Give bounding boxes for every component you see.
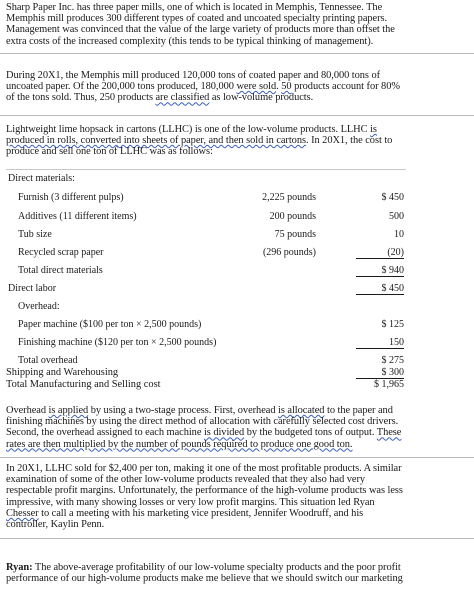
llhc-paragraph — [6, 124, 468, 158]
text-run: uncoated paper. Of the 200,000 tons produced, 180,000 — [6, 81, 237, 93]
production-paragraph — [6, 70, 468, 104]
text-run: of the tons sold. Thus, 250 products — [6, 92, 156, 104]
section-divider — [0, 457, 474, 458]
row-label: Recycled scrap paper — [18, 247, 104, 258]
section-divider — [0, 538, 474, 539]
text-line: Management was convinced that the value of the large variety of products more than offset the — [6, 24, 395, 36]
text-line — [6, 81, 468, 92]
text-line — [6, 427, 468, 438]
text-line — [6, 135, 468, 146]
row-label: Direct materials: — [8, 173, 75, 184]
table-row — [6, 337, 468, 350]
grammar-flag: These — [376, 427, 402, 439]
profitability-paragraph — [6, 463, 468, 530]
text-run: by using a two-stage process. First, overhead — [88, 405, 279, 416]
text-run: to call a meeting with his marketing vice president, Jennifer Woodruff, and his — [38, 507, 364, 519]
grammar-flag: rates are then multiplied by the number of pounds required to produce one good ton. — [6, 438, 353, 450]
row-amount: $ 450 — [381, 192, 404, 203]
text-run: Lightweight lime hopsack in cartons (LLHC) is one of the low-volume products. LLHC — [6, 124, 371, 135]
table-row — [6, 301, 468, 314]
row-label: Overhead: — [18, 301, 60, 312]
table-row — [6, 379, 468, 392]
overhead-paragraph — [6, 405, 468, 450]
text-run: . In 20X1, the cost to — [305, 135, 393, 147]
grammar-flag: is applied — [48, 405, 89, 416]
text-line — [6, 92, 468, 103]
row-amount: 500 — [389, 211, 404, 222]
dialogue-paragraph — [6, 562, 468, 584]
row-amount: $ 275 — [381, 355, 404, 366]
text-line — [6, 124, 468, 135]
row-amount: 150 — [356, 337, 404, 349]
text-run: products account for 80% — [291, 81, 400, 93]
table-top-border — [6, 169, 406, 170]
table-row — [6, 247, 468, 260]
text-run: . — [276, 81, 282, 93]
text-line: impressive, with many showing losses or very low profit margins. This situation led Ryan — [6, 496, 375, 508]
text-line: extra costs of the increased complexity (this tends to be typical thinking of management). — [6, 35, 374, 47]
row-label: Additives (11 different items) — [18, 211, 137, 222]
row-amount: 10 — [394, 229, 404, 240]
text-line: examination of some of the other low-volume products revealed that they also had very — [6, 474, 366, 486]
grammar-flag: produced in rolls, converted into sheets of paper, and then sold in cartons — [6, 135, 306, 147]
row-quantity: 75 pounds — [274, 229, 316, 240]
row-amount: $ 1,965 — [374, 379, 404, 390]
row-label: Finishing machine ($120 per ton × 2,500 pounds) — [18, 337, 217, 348]
text-line: finishing machines by using the direct method of allocation with carefully selected cost drivers. — [6, 416, 399, 428]
row-amount: $ 300 — [356, 367, 404, 379]
text-line: During 20X1, the Memphis mill produced 120,000 tons of coated paper and 80,000 tons of — [6, 70, 381, 81]
text-line: In 20X1, LLHC sold for $2,400 per ton, making it one of the most profitable products. A similar — [6, 463, 402, 474]
text-line — [6, 405, 468, 416]
text-run: to the paper and — [324, 405, 393, 416]
text-run: Overhead — [6, 405, 49, 416]
row-label: Total Manufacturing and Selling cost — [6, 379, 161, 390]
row-quantity: (296 pounds) — [262, 247, 316, 258]
text-run: Second, the overhead assigned to each machine — [6, 427, 204, 439]
row-amount: $ 125 — [381, 319, 404, 330]
row-label: Furnish (3 different pulps) — [18, 192, 124, 203]
text-line — [6, 439, 468, 450]
table-row — [6, 211, 468, 224]
grammar-flag: is divided — [203, 427, 245, 439]
grammar-flag: were sold — [236, 81, 277, 93]
intro-paragraph — [6, 2, 468, 47]
text-run: as low-volume products. — [209, 92, 314, 104]
text-run: by the budgeted tons of output. — [244, 427, 377, 439]
row-label: Tub size — [18, 229, 52, 240]
text-line: performance of our high-volume products make me believe that we should switch our marketing — [6, 573, 403, 585]
text-line: produce and sell one ton of LLHC was as follows: — [6, 146, 213, 158]
row-amount: $ 940 — [356, 265, 404, 277]
grammar-flag: Chesser — [6, 507, 39, 519]
text-line — [6, 508, 468, 519]
table-row — [6, 229, 468, 242]
text-line: respectable profit margins. Unfortunately, the performance of the high-volume products was less — [6, 485, 403, 497]
text-line — [6, 562, 468, 573]
row-label: Direct labor — [8, 283, 57, 294]
table-row — [6, 319, 468, 332]
table-row — [6, 265, 468, 278]
row-label: Total overhead — [18, 355, 78, 366]
grammar-flag: are classified — [155, 92, 210, 104]
row-quantity: 200 pounds — [269, 211, 316, 222]
grammar-flag: 50 — [281, 81, 292, 93]
row-amount: (20) — [356, 247, 404, 259]
table-row — [6, 192, 468, 205]
text-line: controller, Kaylin Penn. — [6, 519, 105, 531]
section-divider — [0, 115, 474, 116]
row-label: Shipping and Warehousing — [6, 367, 119, 378]
table-row — [6, 283, 468, 296]
grammar-flag: is — [370, 124, 377, 135]
table-row — [6, 173, 468, 186]
speaker-name: Ryan: — [6, 562, 33, 573]
text-line: Sharp Paper Inc. has three paper mills, one of which is located in Memphis, Tennessee. The — [6, 2, 383, 13]
grammar-flag: is allocated — [278, 405, 325, 416]
row-label: Total direct materials — [18, 265, 103, 276]
text-line: Memphis mill produces 300 different types of coated and uncoated specialty printing papers. — [6, 13, 388, 25]
text-run: The above-average profitability of our low-volume specialty products and the poor profit — [32, 562, 401, 573]
row-label: Paper machine ($100 per ton × 2,500 pounds) — [18, 319, 202, 330]
row-amount: $ 450 — [356, 283, 404, 295]
section-divider — [0, 53, 474, 54]
row-quantity: 2,225 pounds — [262, 192, 316, 203]
